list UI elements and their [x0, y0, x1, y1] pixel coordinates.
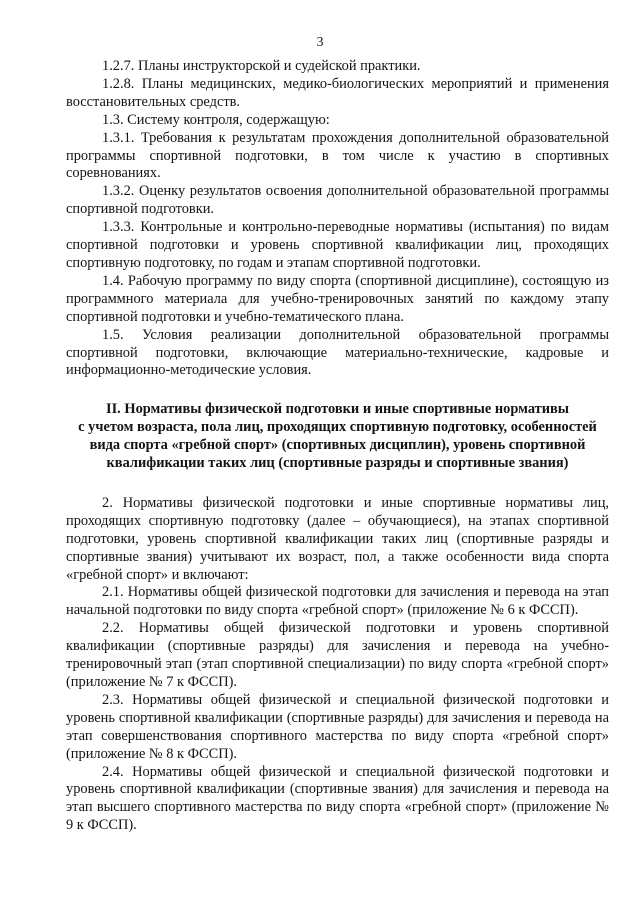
paragraph-1-3-1: 1.3.1. Требования к результатам прохождения дополнительной образовательной программы спортивной подготовки, в том числе к участию в спортивных соревнованиях.: [66, 129, 609, 182]
paragraph-1-3-3: 1.3.3. Контрольные и контрольно-переводные нормативы (испытания) по видам спортивной подготовки и уровень спортивной квалификации лиц, проходящих спортивную подготовку, по годам и этапам спортивной подготовки.: [66, 219, 609, 271]
paragraph-1-4: 1.4. Рабочую программу по виду спорта (спортивной дисциплине), состоящую из программного материала для учебно-тренировочных занятий по каждому этапу спортивной подготовки и учебно-тематического плана.: [66, 272, 609, 325]
document-body: [66, 58, 609, 835]
paragraph-2-3: 2.3. Нормативы общей физической и специальной физической подготовки и уровень спортивной квалификации (спортивные разряды) для зачисления и перевода на этап совершенствования спортивного мастерства по виду спорта «гребной спорт» (приложение № 8 к ФССП).: [66, 691, 609, 762]
page-number: 3: [316, 35, 324, 50]
heading-line: II. Нормативы физической подготовки и иные спортивные нормативы: [105, 401, 570, 418]
paragraph-1-2-8: 1.2.8. Планы медицинских, медико-биологических мероприятий и применения восстановительных средств.: [66, 75, 609, 110]
section-heading: [66, 401, 609, 473]
paragraph-1-5: 1.5. Условия реализации дополнительной образовательной программы спортивной подготовки, включающие материально-технические, кадровые и информационно-методические условия.: [66, 326, 609, 379]
paragraph-2-4: 2.4. Нормативы общей физической и специальной физической подготовки и уровень спортивной квалификации (спортивные звания) для зачисления и перевода на этап высшего спортивного мастерства по виду спорта «гребной спорт» (приложение № 9 к ФССП).: [66, 763, 609, 834]
paragraph-1-2-7: 1.2.7. Планы инструкторской и судейской практики.: [102, 58, 421, 74]
paragraph-2: 2. Нормативы физической подготовки и иные спортивные нормативы лиц, проходящих спортивную подготовку (далее – обучающиеся), на этапах спортивной подготовки, уровень спортивной квалификации таких лиц (спортивные разряды и спортивные звания) учитывают их возраст, пол, а также особенности вида спорта «гребной спорт» и включают:: [66, 494, 609, 583]
paragraph-2-2: 2.2. Нормативы общей физической подготовки и уровень спортивной квалификации (спортивные разряды) для зачисления и перевода на учебно-тренировочный этап (этап спортивной специализации) по виду спорта «гребной спорт» (приложение № 7 к ФССП).: [66, 620, 609, 690]
paragraph-1-3-2: 1.3.2. Оценку результатов освоения дополнительной образовательной программы спортивной подготовки.: [66, 183, 609, 218]
heading-line: квалификации таких лиц (спортивные разряды и спортивные звания): [106, 455, 569, 472]
paragraph-1-3: 1.3. Систему контроля, содержащую:: [102, 111, 330, 128]
heading-line: с учетом возраста, пола лиц, проходящих спортивную подготовку, особенностей: [78, 419, 597, 436]
heading-line: вида спорта «гребной спорт» (спортивных дисциплин), уровень спортивной: [89, 437, 586, 454]
paragraph-2-1: 2.1. Нормативы общей физической подготовки для зачисления и перевода на этап начальной подготовки по виду спорта «гребной спорт» (приложение № 6 к ФССП).: [66, 584, 609, 619]
